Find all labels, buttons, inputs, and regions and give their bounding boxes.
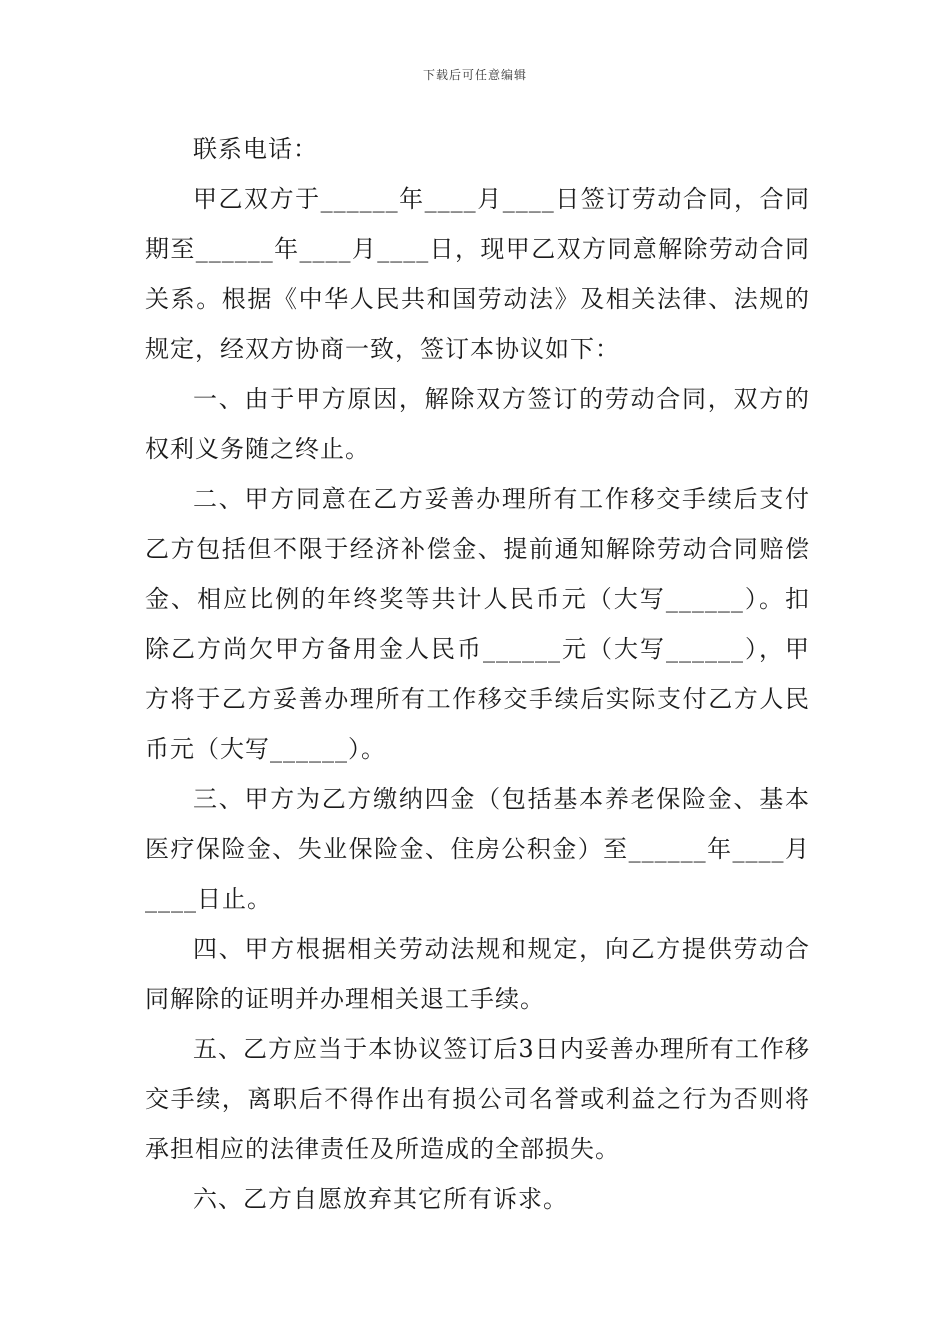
clause-1-paragraph: 一、由于甲方原因，解除双方签订的劳动合同，双方的权利义务随之终止。	[145, 385, 810, 463]
agreement-intro-paragraph: 甲乙双方于______年____月____日签订劳动合同，合同期至______年____月____日，现甲乙双方同意解除劳动合同关系。根据《中华人民共和国劳动法》及相关法律、法规的规定，经双方协商一致，签订本协议如下：	[145, 185, 810, 363]
document-body	[145, 124, 810, 1224]
clause-5-paragraph: 五、乙方应当于本协议签订后3日内妥善办理所有工作移交手续，离职后不得作出有损公司名誉或利益之行为否则将承担相应的法律责任及所造成的全部损失。	[145, 1035, 810, 1163]
clause-4-paragraph: 四、甲方根据相关劳动法规和规定，向乙方提供劳动合同解除的证明并办理相关退工手续。	[145, 935, 810, 1013]
contact-phone-line: 联系电话：	[193, 135, 318, 163]
clause-3-paragraph: 三、甲方为乙方缴纳四金（包括基本养老保险金、基本医疗保险金、失业保险金、住房公积金）至______年____月____日止。	[145, 785, 810, 913]
clause-2-paragraph: 二、甲方同意在乙方妥善办理所有工作移交手续后支付乙方包括但不限于经济补偿金、提前通知解除劳动合同赔偿金、相应比例的年终奖等共计人民币元（大写______）。扣除乙方尚欠甲方备用金人民币______元（大写______），甲方将于乙方妥善办理所有工作移交手续后实际支付乙方人民币元（大写______）。	[145, 485, 810, 763]
clause-6-paragraph: 六、乙方自愿放弃其它所有诉求。	[193, 1185, 568, 1213]
page-header-note: 下载后可任意编辑	[422, 68, 527, 82]
